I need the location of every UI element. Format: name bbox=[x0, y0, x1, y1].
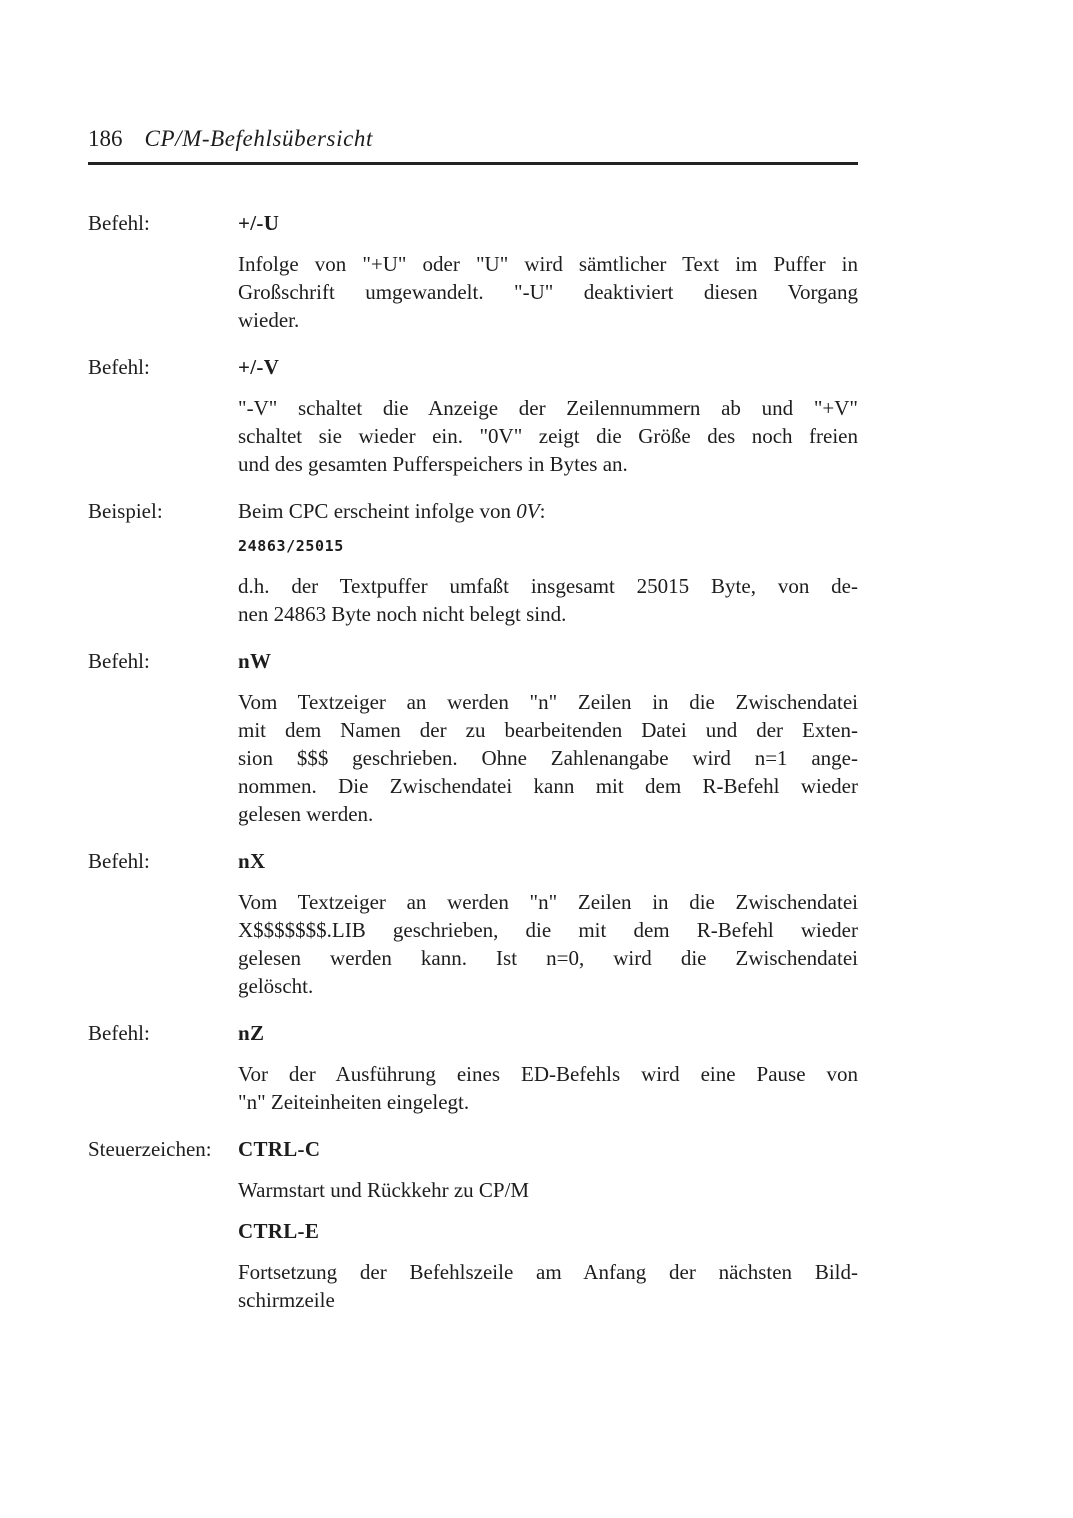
section-example bbox=[88, 497, 858, 641]
section-command-v bbox=[88, 353, 858, 491]
paragraph bbox=[238, 1060, 858, 1116]
section-content bbox=[238, 647, 858, 841]
text-line: sion $$$ geschrieben. Ohne Zahlenangabe wird n=1 ange- bbox=[238, 746, 858, 770]
section-content bbox=[238, 497, 858, 641]
example-intro-text: Beim CPC erscheint infolge von bbox=[238, 499, 517, 523]
page-number: 186 bbox=[88, 126, 123, 151]
section-content bbox=[238, 1019, 858, 1129]
example-output: 24863/25015 bbox=[238, 537, 344, 555]
paragraph bbox=[238, 1176, 858, 1204]
section-label: Befehl: bbox=[88, 211, 150, 235]
text-line: Vor der Ausführung eines ED-Befehls wird eine Pause von bbox=[238, 1062, 858, 1086]
text-line: "n" Zeiteinheiten eingelegt. bbox=[238, 1090, 470, 1114]
section-label: Steuerzeichen: bbox=[88, 1137, 212, 1161]
text-line: X$$$$$$$.LIB geschrieben, die mit dem R-Befehl wieder bbox=[238, 918, 858, 942]
section-content bbox=[238, 353, 858, 491]
example-intro-colon: : bbox=[539, 499, 546, 523]
text-line: Warmstart und Rückkehr zu CP/M bbox=[238, 1178, 530, 1202]
command-text: nX bbox=[238, 849, 266, 873]
section-command-nx bbox=[88, 847, 858, 1013]
paragraph bbox=[238, 688, 858, 828]
section-control-chars bbox=[88, 1135, 858, 1327]
text-line: Fortsetzung der Befehlszeile am Anfang der nächsten Bild- bbox=[238, 1260, 858, 1284]
text-line: Infolge von "+U" oder "U" wird sämtlicher Text im Puffer in bbox=[238, 252, 858, 276]
text-line: schirmzeile bbox=[238, 1288, 335, 1312]
header-title: CP/M-Befehlsübersicht bbox=[144, 126, 373, 151]
command-text: CTRL-E bbox=[238, 1219, 320, 1243]
command-text: nW bbox=[238, 649, 272, 673]
command-text: +/-V bbox=[238, 355, 280, 379]
section-command-u bbox=[88, 209, 858, 347]
text-line: schaltet sie wieder ein. "0V" zeigt die Größe des noch freien bbox=[238, 424, 858, 448]
text-line: Vom Textzeiger an werden "n" Zeilen in die Zwischendatei bbox=[238, 690, 858, 714]
text-line: mit dem Namen der zu bearbeitenden Datei und der Exten- bbox=[238, 718, 858, 742]
text-line: Vom Textzeiger an werden "n" Zeilen in die Zwischendatei bbox=[238, 890, 858, 914]
text-line: Großschrift umgewandelt. "-U" deaktiviert diesen Vorgang bbox=[238, 280, 858, 304]
text-line: nommen. Die Zwischendatei kann mit dem R-Befehl wieder bbox=[238, 774, 858, 798]
text-line: gelöscht. bbox=[238, 974, 314, 998]
section-label: Befehl: bbox=[88, 355, 150, 379]
command-reference: 0V bbox=[516, 499, 540, 523]
example-intro bbox=[238, 497, 858, 525]
section-label: Befehl: bbox=[88, 1021, 150, 1045]
text-line: d.h. der Textpuffer umfaßt insgesamt 25015 Byte, von de- bbox=[238, 574, 858, 598]
text-line: gelesen werden kann. Ist n=0, wird die Zwischendatei bbox=[238, 946, 858, 970]
header-rule bbox=[88, 162, 858, 165]
paragraph bbox=[238, 888, 858, 1000]
text-line: wieder. bbox=[238, 308, 300, 332]
paragraph bbox=[238, 250, 858, 334]
command-text: CTRL-C bbox=[238, 1137, 321, 1161]
command-text: nZ bbox=[238, 1021, 265, 1045]
section-command-nz bbox=[88, 1019, 858, 1129]
page-header bbox=[88, 126, 858, 152]
text-line: "-V" schaltet die Anzeige der Zeilennummern ab und "+V" bbox=[238, 396, 858, 420]
section-command-nw bbox=[88, 647, 858, 841]
section-content bbox=[238, 1135, 858, 1327]
paragraph bbox=[238, 394, 858, 478]
paragraph bbox=[238, 1258, 858, 1314]
paragraph bbox=[238, 572, 858, 628]
section-content bbox=[238, 209, 858, 347]
command-text: +/-U bbox=[238, 211, 280, 235]
section-label: Befehl: bbox=[88, 649, 150, 673]
section-label: Beispiel: bbox=[88, 499, 163, 523]
section-content bbox=[238, 847, 858, 1013]
document-body bbox=[88, 209, 858, 1327]
text-line: gelesen werden. bbox=[238, 802, 374, 826]
text-line: und des gesamten Pufferspeichers in Bytes an. bbox=[238, 452, 628, 476]
text-line: nen 24863 Byte noch nicht belegt sind. bbox=[238, 602, 567, 626]
section-label: Befehl: bbox=[88, 849, 150, 873]
